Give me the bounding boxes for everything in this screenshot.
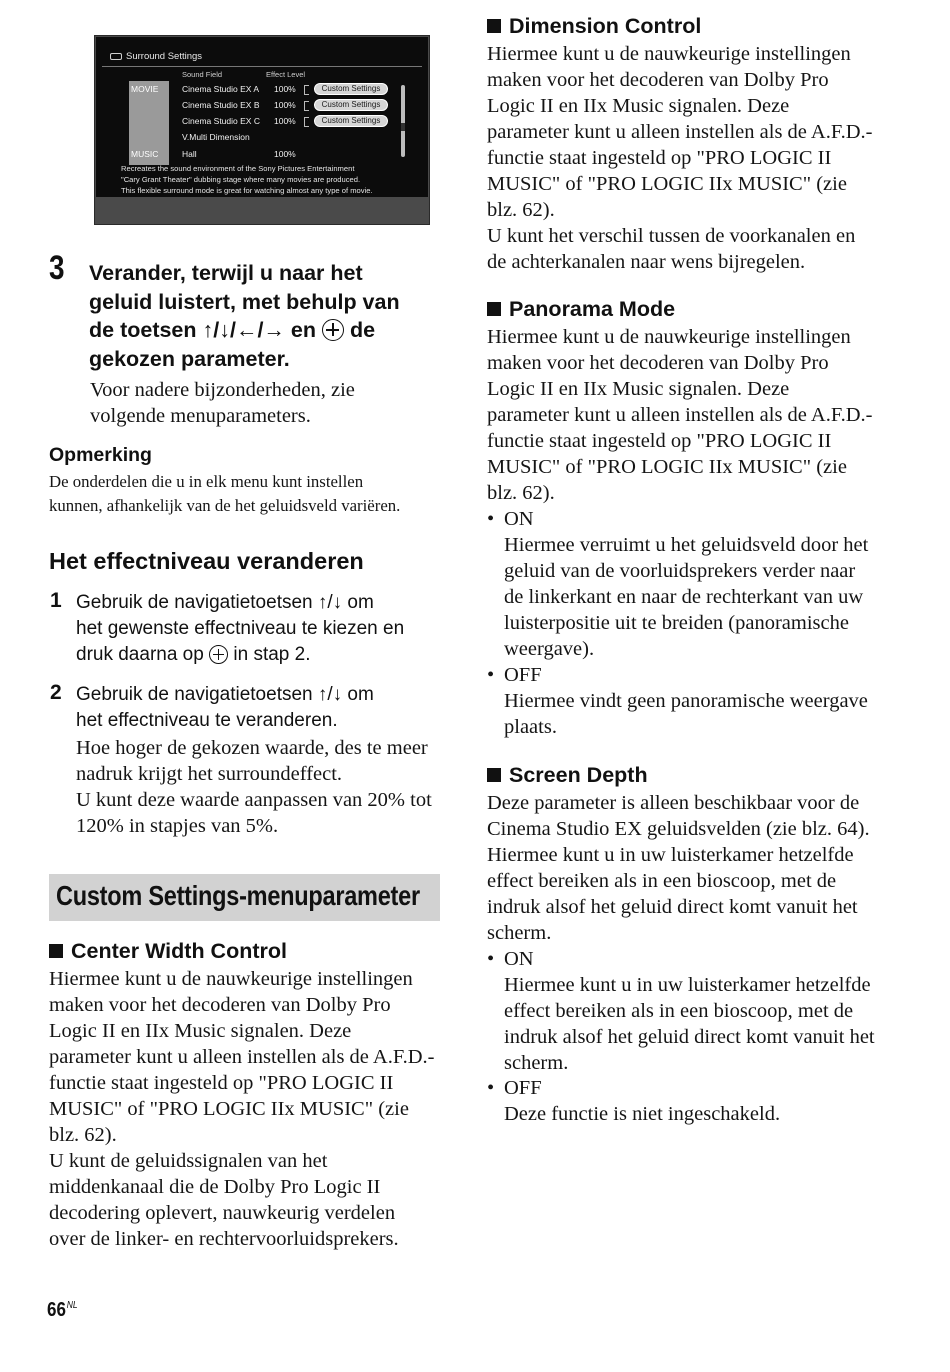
bullet-item — [487, 1075, 887, 1130]
param-heading-label: Screen Depth — [509, 763, 648, 787]
arrow-keys-icon: ↑/↓/←/→ — [202, 318, 285, 343]
param-heading — [487, 14, 701, 39]
bullet-dot: • — [487, 664, 495, 686]
page-language-code: NL — [66, 1300, 78, 1311]
body-line: parameter kunt u alleen instellen als de A.F.D.- — [487, 121, 873, 143]
step-number: 3 — [49, 249, 64, 287]
body-line: functie staat ingesteld op "PRO LOGIC II — [49, 1072, 394, 1094]
substep2-body — [76, 735, 432, 839]
body-line: Hiermee verruimt u het geluidsveld door het — [504, 534, 869, 556]
step3-heading — [89, 259, 400, 373]
sound-field-row: Cinema Studio EX B — [182, 100, 260, 110]
body-line: nadruk krijgt het surroundeffect. — [76, 763, 343, 785]
substep-part: druk daarna op — [76, 644, 210, 665]
body-line: MUSIC" of "PRO LOGIC IIx MUSIC" (zie — [49, 1098, 409, 1120]
menu-description-line: This flexible surround mode is great for watching almost any type of movie. — [121, 186, 373, 195]
bullet-content — [504, 1075, 780, 1127]
param-heading — [487, 297, 675, 322]
section-banner — [49, 874, 440, 921]
step3-heading-line — [89, 316, 400, 345]
body-line: 120% in stapjes van 5%. — [76, 815, 279, 837]
body-line: Hiermee kunt u in uw luisterkamer hetzelfde — [487, 844, 854, 866]
body-line: weergave). — [504, 638, 595, 660]
sound-field-row: Cinema Studio EX C — [182, 116, 260, 126]
body-line: effect bereiken als in een bioscoop, met de — [504, 1000, 854, 1022]
param-heading — [487, 763, 648, 788]
surround-settings-icon — [110, 53, 122, 60]
effect-level-value: 100% — [274, 116, 296, 126]
body-line: Hiermee kunt u de nauwkeurige instellingen — [49, 968, 413, 990]
step3-heading-part: de — [343, 318, 376, 343]
note-line: kunnen, afhankelijk van de het geluidsveld variëren. — [49, 496, 401, 515]
body-line: Hoe hoger de gekozen waarde, des te meer — [76, 737, 428, 759]
custom-settings-button: Custom Settings — [314, 115, 388, 127]
column-sound-field: Sound Field — [182, 70, 223, 79]
page-number — [47, 1299, 78, 1322]
banner-title: Custom Settings-menuparameter — [56, 880, 420, 911]
bullet-item — [487, 506, 887, 666]
menu-description-line: Recreates the sound environment of the Sony Pictures Entertainment — [121, 164, 355, 173]
screen-depth-body — [487, 790, 870, 946]
bullet-label: ON — [504, 948, 534, 970]
param-heading-label: Panorama Mode — [509, 297, 676, 321]
substep-line: Gebruik de navigatietoetsen ↑/↓ om — [76, 684, 374, 705]
step3-body — [90, 377, 355, 429]
body-line: maken voor het decoderen van Dolby Pro — [49, 994, 391, 1016]
sound-field-row: V.Multi Dimension — [182, 132, 250, 142]
body-line: Logic II en IIx Music signalen. Deze — [49, 1020, 352, 1042]
step3-heading-part: en — [284, 318, 322, 343]
bullet-content — [504, 506, 868, 662]
custom-settings-button: Custom Settings — [314, 83, 388, 95]
body-line: blz. 62). — [487, 482, 555, 504]
row-bracket — [304, 117, 309, 127]
body-line: Deze parameter is alleen beschikbaar voor de — [487, 792, 860, 814]
category-music: MUSIC — [131, 149, 159, 159]
body-line: indruk alsof het geluid direct komt vanuit het — [487, 896, 858, 918]
substep-part: in stap 2. — [228, 644, 311, 665]
bullet-dot: • — [487, 1077, 495, 1099]
enter-button-icon — [322, 319, 344, 341]
body-line: luisterpositie uit te breiden (panoramische — [504, 612, 849, 634]
body-line: parameter kunt u alleen instellen als de A.F.D.- — [487, 404, 873, 426]
body-line: Hiermee kunt u de nauwkeurige instellingen — [487, 326, 851, 348]
substep2-text — [76, 682, 374, 734]
bullet-content — [504, 662, 868, 740]
body-line: functie staat ingesteld op "PRO LOGIC II — [487, 147, 832, 169]
square-bullet-icon — [487, 768, 501, 782]
substep-number: 2 — [50, 681, 62, 704]
body-line: plaats. — [504, 716, 557, 738]
note-body — [49, 470, 400, 518]
body-line: U kunt deze waarde aanpassen van 20% tot — [76, 789, 432, 811]
body-line: volgende menuparameters. — [90, 405, 311, 427]
body-line: de linkerkant en naar de rechterkant van uw — [504, 586, 864, 608]
category-movie: MOVIE — [131, 84, 159, 94]
bullet-label: ON — [504, 508, 534, 530]
custom-settings-button: Custom Settings — [314, 99, 388, 111]
bullet-dot: • — [487, 948, 495, 970]
step3-heading-line: geluid luistert, met behulp van — [89, 289, 400, 314]
sound-field-row: Hall — [182, 149, 197, 159]
section-heading: Het effectniveau veranderen — [49, 548, 364, 574]
substep-line: het effectniveau te veranderen. — [76, 710, 338, 731]
note-title: Opmerking — [49, 444, 152, 466]
substep1-text — [76, 590, 404, 668]
body-line: maken voor het decoderen van Dolby Pro — [487, 352, 829, 374]
sound-field-row: Cinema Studio EX A — [182, 84, 260, 94]
param-heading — [49, 939, 287, 964]
square-bullet-icon — [487, 302, 501, 316]
column-effect-level: Effect Level — [266, 70, 306, 79]
body-line: Logic II en IIx Music signalen. Deze — [487, 95, 790, 117]
body-line: scherm. — [504, 1052, 569, 1074]
body-line: decodering oplevert, nauwkeurig verdelen — [49, 1202, 396, 1224]
bullet-label: OFF — [504, 664, 542, 686]
body-line: MUSIC" of "PRO LOGIC IIx MUSIC" (zie — [487, 173, 847, 195]
center-width-body — [49, 966, 434, 1252]
bullet-item — [487, 662, 887, 742]
substep-line: het gewenste effectniveau te kiezen en — [76, 618, 405, 639]
square-bullet-icon — [487, 19, 501, 33]
body-line: MUSIC" of "PRO LOGIC IIx MUSIC" (zie — [487, 456, 847, 478]
substep-line — [76, 642, 404, 668]
body-line: maken voor het decoderen van Dolby Pro — [487, 69, 829, 91]
param-heading-label: Dimension Control — [509, 14, 702, 38]
dimension-body — [487, 41, 872, 275]
row-bracket — [304, 85, 309, 95]
body-line: U kunt de geluidssignalen van het — [49, 1150, 328, 1172]
effect-level-value: 100% — [274, 149, 296, 159]
body-line: U kunt het verschil tussen de voorkanalen en — [487, 225, 856, 247]
step3-heading-part: de toetsen — [89, 318, 203, 343]
menu-title: Surround Settings — [126, 51, 203, 62]
bullet-content — [504, 946, 875, 1076]
body-line: blz. 62). — [49, 1124, 117, 1146]
menu-scroll-thumb — [401, 123, 405, 131]
menu-screen — [96, 37, 428, 197]
effect-level-value: 100% — [274, 100, 296, 110]
param-heading-label: Center Width Control — [71, 939, 287, 963]
step3-heading-line: gekozen parameter. — [89, 346, 290, 371]
menu-description-line: "Cary Grant Theater" dubbing stage where many movies are produced. — [121, 175, 361, 184]
bullet-dot: • — [487, 508, 495, 530]
menu-divider — [102, 66, 422, 67]
body-line: Deze functie is niet ingeschakeld. — [504, 1103, 781, 1125]
panorama-body — [487, 324, 872, 506]
step3-heading-line: Verander, terwijl u naar het — [89, 261, 363, 285]
body-line: middenkanaal die de Dolby Pro Logic II — [49, 1176, 381, 1198]
body-line: functie staat ingesteld op "PRO LOGIC II — [487, 430, 832, 452]
body-line: de achterkanalen naar wens bijregelen. — [487, 251, 806, 273]
bullet-item — [487, 946, 887, 1081]
substep-number: 1 — [50, 589, 62, 612]
body-line: effect bereiken als in een bioscoop, met de — [487, 870, 837, 892]
row-bracket — [304, 101, 309, 111]
substep-line: Gebruik de navigatietoetsen ↑/↓ om — [76, 592, 374, 613]
enter-button-icon — [209, 645, 228, 664]
square-bullet-icon — [49, 944, 63, 958]
menu-scrollbar — [401, 85, 405, 157]
note-line: De onderdelen die u in elk menu kunt instellen — [49, 472, 364, 491]
body-line: Hiermee kunt u in uw luisterkamer hetzelfde — [504, 974, 871, 996]
bullet-label: OFF — [504, 1077, 542, 1099]
body-line: Hiermee kunt u de nauwkeurige instellingen — [487, 43, 851, 65]
body-line: scherm. — [487, 922, 552, 944]
body-line: parameter kunt u alleen instellen als de A.F.D.- — [49, 1046, 435, 1068]
body-line: indruk alsof het geluid direct komt vanuit het — [504, 1026, 875, 1048]
page-number-value: 66 — [47, 1299, 66, 1321]
body-line: Cinema Studio EX geluidsvelden (zie blz. 64). — [487, 818, 870, 840]
body-line: blz. 62). — [487, 199, 555, 221]
body-line: Logic II en IIx Music signalen. Deze — [487, 378, 790, 400]
body-line: Hiermee vindt geen panoramische weergave — [504, 690, 868, 712]
body-line: geluid van de voorluidsprekers verder naar — [504, 560, 856, 582]
body-line: Voor nadere bijzonderheden, zie — [90, 379, 355, 401]
body-line: over de linker- en rechtervoorluidsprekers. — [49, 1228, 399, 1250]
menu-screenshot — [94, 35, 430, 225]
effect-level-value: 100% — [274, 84, 296, 94]
